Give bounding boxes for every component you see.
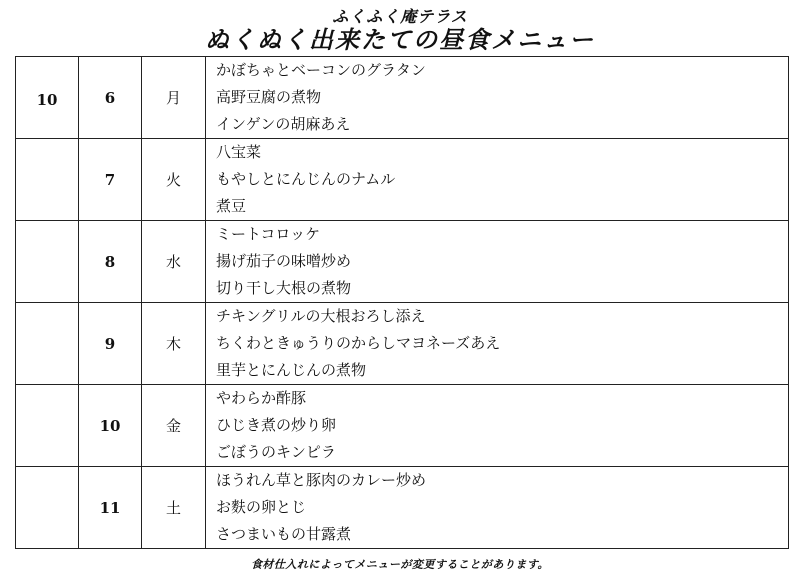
day-cell: 10 xyxy=(79,385,142,467)
table-row xyxy=(16,467,789,549)
day-cell: 6 xyxy=(79,57,142,139)
weekday-cell: 金 xyxy=(142,385,206,467)
table-row xyxy=(16,303,789,385)
footer-note: 食材仕入れによってメニューが変更することがあります。 xyxy=(250,558,550,571)
table-row xyxy=(16,221,789,303)
dish-item: チキングリルの大根おろし添え xyxy=(216,307,426,325)
dish-item: 切り干し大根の煮物 xyxy=(216,279,352,297)
dish-item: 高野豆腐の煮物 xyxy=(216,88,322,106)
dishes-cell xyxy=(206,57,789,139)
dish-item: やわらか酢豚 xyxy=(216,389,307,407)
dish-item: もやしとにんじんのナムル xyxy=(216,170,396,188)
weekday-cell: 月 xyxy=(142,57,206,139)
month-cell xyxy=(16,221,79,303)
dishes-cell xyxy=(206,467,789,549)
day-cell: 11 xyxy=(79,467,142,549)
weekday-cell: 火 xyxy=(142,139,206,221)
month-cell xyxy=(16,57,79,139)
dishes-cell xyxy=(206,139,789,221)
dish-item: お麩の卵とじ xyxy=(216,498,307,516)
weekday-cell: 水 xyxy=(142,221,206,303)
dish-item: さつまいもの甘露煮 xyxy=(216,525,352,543)
table-row xyxy=(16,57,789,139)
dishes-cell xyxy=(206,385,789,467)
dish-item: ミートコロッケ xyxy=(216,225,321,243)
month-cell xyxy=(16,467,79,549)
month-cell xyxy=(16,385,79,467)
page-title: ぬくぬく出来たての昼食メニュー xyxy=(205,26,595,54)
month-label: 10 xyxy=(36,91,58,109)
dish-item: 八宝菜 xyxy=(216,143,262,161)
dishes-cell xyxy=(206,221,789,303)
menu-table xyxy=(15,56,789,549)
day-cell: 8 xyxy=(79,221,142,303)
weekday-cell: 木 xyxy=(142,303,206,385)
dish-item: ひじき煮の炒り卵 xyxy=(216,416,337,434)
dish-item: 煮豆 xyxy=(216,197,247,215)
dish-item: ほうれん草と豚肉のカレー炒め xyxy=(216,471,427,489)
dish-item: 揚げ茄子の味噌炒め xyxy=(216,252,352,270)
dish-item: インゲンの胡麻あえ xyxy=(216,115,351,133)
day-cell: 9 xyxy=(79,303,142,385)
weekday-cell: 土 xyxy=(142,467,206,549)
month-cell xyxy=(16,303,79,385)
day-cell: 7 xyxy=(79,139,142,221)
dish-item: 里芋とにんじんの煮物 xyxy=(216,361,367,379)
dish-item: かぼちゃとベーコンのグラタン xyxy=(216,61,426,79)
dish-item: ごぼうのキンピラ xyxy=(216,443,336,461)
dish-item: ちくわときゅうりのからしマヨネーズあえ xyxy=(216,334,501,352)
dishes-cell xyxy=(206,303,789,385)
table-row xyxy=(16,139,789,221)
restaurant-name: ふくふく庵テラス xyxy=(332,7,468,26)
table-row xyxy=(16,385,789,467)
month-cell xyxy=(16,139,79,221)
